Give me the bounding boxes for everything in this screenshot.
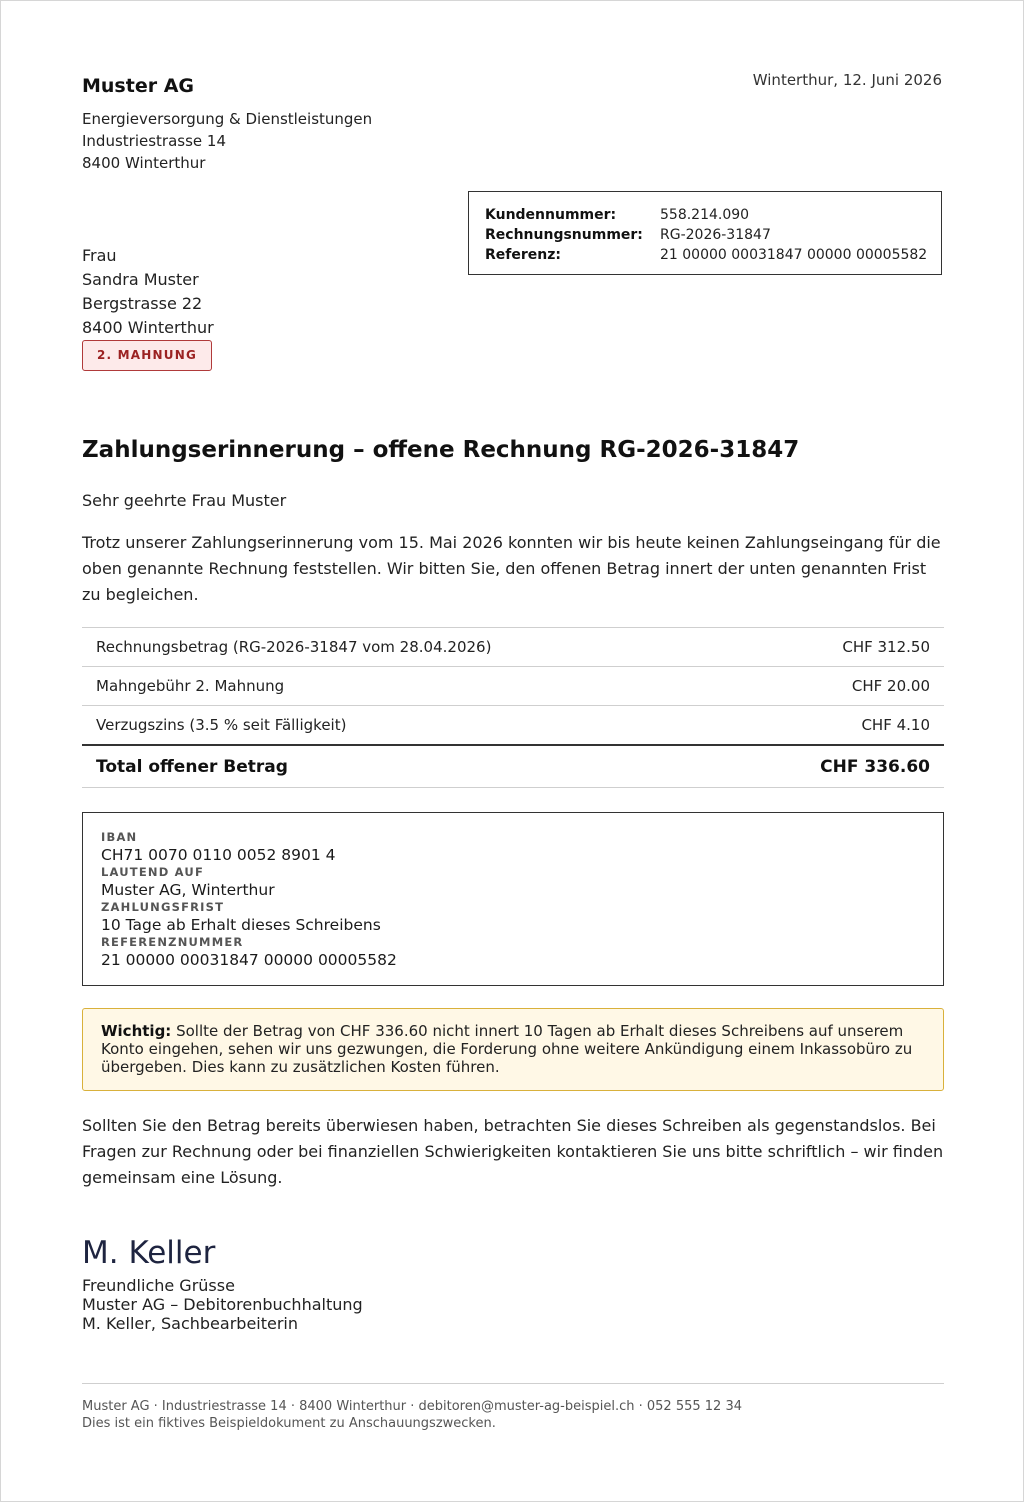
table-row	[82, 628, 944, 667]
payment-label: IBAN	[101, 830, 138, 844]
sender-line: 8400 Winterthur	[82, 154, 206, 172]
payment-deadline-value: 10 Tage ab Erhalt dieses Schreibens	[101, 916, 381, 934]
customer-number: 558.214.090	[660, 207, 750, 223]
total-label: Total offener Betrag	[82, 745, 732, 788]
table-row	[82, 706, 944, 746]
reference-number-value: 21 00000 00031847 00000 00005582	[101, 951, 397, 969]
amount-value: CHF 20.00	[732, 667, 944, 706]
signoff-block	[82, 1276, 363, 1333]
payment-details-box	[82, 812, 944, 986]
reference-row	[485, 205, 941, 225]
reference-number: 21 00000 00031847 00000 00005582	[660, 247, 928, 263]
salutation: Sehr geehrte Frau Muster	[82, 491, 287, 510]
recipient-line: 8400 Winterthur	[82, 318, 214, 337]
letter-subject: Zahlungserinnerung – offene Rechnung RG-2026-31847	[82, 437, 800, 463]
recipient-line: Frau	[82, 246, 117, 265]
reference-label: Kundennummer:	[485, 207, 617, 223]
footer	[82, 1398, 742, 1432]
sender-line: Industriestrasse 14	[82, 132, 226, 150]
reference-label: Rechnungsnummer:	[485, 227, 643, 243]
intro-paragraph: Trotz unserer Zahlungserinnerung vom 15. Mai 2026 konnten wir bis heute keinen Zahlungseingang für die oben genannte Rechnung feststellen. Wir bitten Sie, den offenen Betrag innert der unten genannten Frist zu begleichen.	[82, 533, 941, 604]
sender-name: Muster AG	[82, 75, 194, 97]
recipient-line: Bergstrasse 22	[82, 294, 203, 313]
invoice-number: RG-2026-31847	[660, 227, 771, 243]
amount-label: Rechnungsbetrag (RG-2026-31847 vom 28.04.2026)	[82, 628, 732, 667]
warning-lead: Wichtig:	[101, 1022, 172, 1040]
sender-address	[82, 108, 372, 174]
account-holder-value: Muster AG, Winterthur	[101, 881, 275, 899]
total-row	[82, 745, 944, 788]
reference-box	[468, 191, 942, 275]
amount-value: CHF 4.10	[732, 706, 944, 746]
warning-text: Sollte der Betrag von CHF 336.60 nicht innert 10 Tagen ab Erhalt dieses Schreibens auf unserem Konto eingehen, sehen wir uns gezwungen, die Forderung ohne weitere Ankündigung einem Inkassobüro zu übergeben. Dies kann zu zusätzlichen Kosten führen.	[101, 1022, 913, 1076]
signature: M. Keller	[82, 1235, 216, 1271]
dunning-level-badge: 2. MAHNUNG	[82, 340, 212, 371]
payment-label: LAUTEND AUF	[101, 865, 205, 879]
reference-label: Referenz:	[485, 247, 561, 263]
payment-label: ZAHLUNGSFRIST	[101, 900, 225, 914]
sender-line: Energieversorgung & Dienstleistungen	[82, 110, 373, 128]
footer-divider	[82, 1383, 944, 1384]
amount-table	[82, 627, 944, 788]
signoff-line: M. Keller, Sachbearbeiterin	[82, 1314, 299, 1333]
place-date: Winterthur, 12. Juni 2026	[752, 71, 942, 89]
total-value: CHF 336.60	[732, 745, 944, 788]
signoff-line: Muster AG – Debitorenbuchhaltung	[82, 1295, 363, 1314]
warning-notice	[82, 1008, 944, 1091]
amount-label: Verzugszins (3.5 % seit Fälligkeit)	[82, 706, 732, 746]
reference-row	[485, 225, 941, 245]
reference-row	[485, 245, 941, 265]
table-row	[82, 667, 944, 706]
signoff-line: Freundliche Grüsse	[82, 1276, 235, 1295]
payment-label: REFERENZNUMMER	[101, 935, 244, 949]
amount-value: CHF 312.50	[732, 628, 944, 667]
amount-label: Mahngebühr 2. Mahnung	[82, 667, 732, 706]
iban-value: CH71 0070 0110 0052 8901 4	[101, 846, 336, 864]
footer-disclaimer: Dies ist ein fiktives Beispieldokument zu Anschauungszwecken.	[82, 1416, 496, 1431]
footer-contact: Muster AG · Industriestrasse 14 · 8400 Winterthur · debitoren@muster-ag-beispiel.ch · 052 555 12 34	[82, 1399, 742, 1414]
recipient-line: Sandra Muster	[82, 270, 199, 289]
recipient-address	[82, 244, 214, 340]
closing-paragraph: Sollten Sie den Betrag bereits überwiesen haben, betrachten Sie dieses Schreiben als gegenstandslos. Bei Fragen zur Rechnung oder bei finanziellen Schwierigkeiten kontaktieren Sie uns bitte schriftlich – wir finden gemeinsam eine Lösung.	[82, 1116, 944, 1187]
